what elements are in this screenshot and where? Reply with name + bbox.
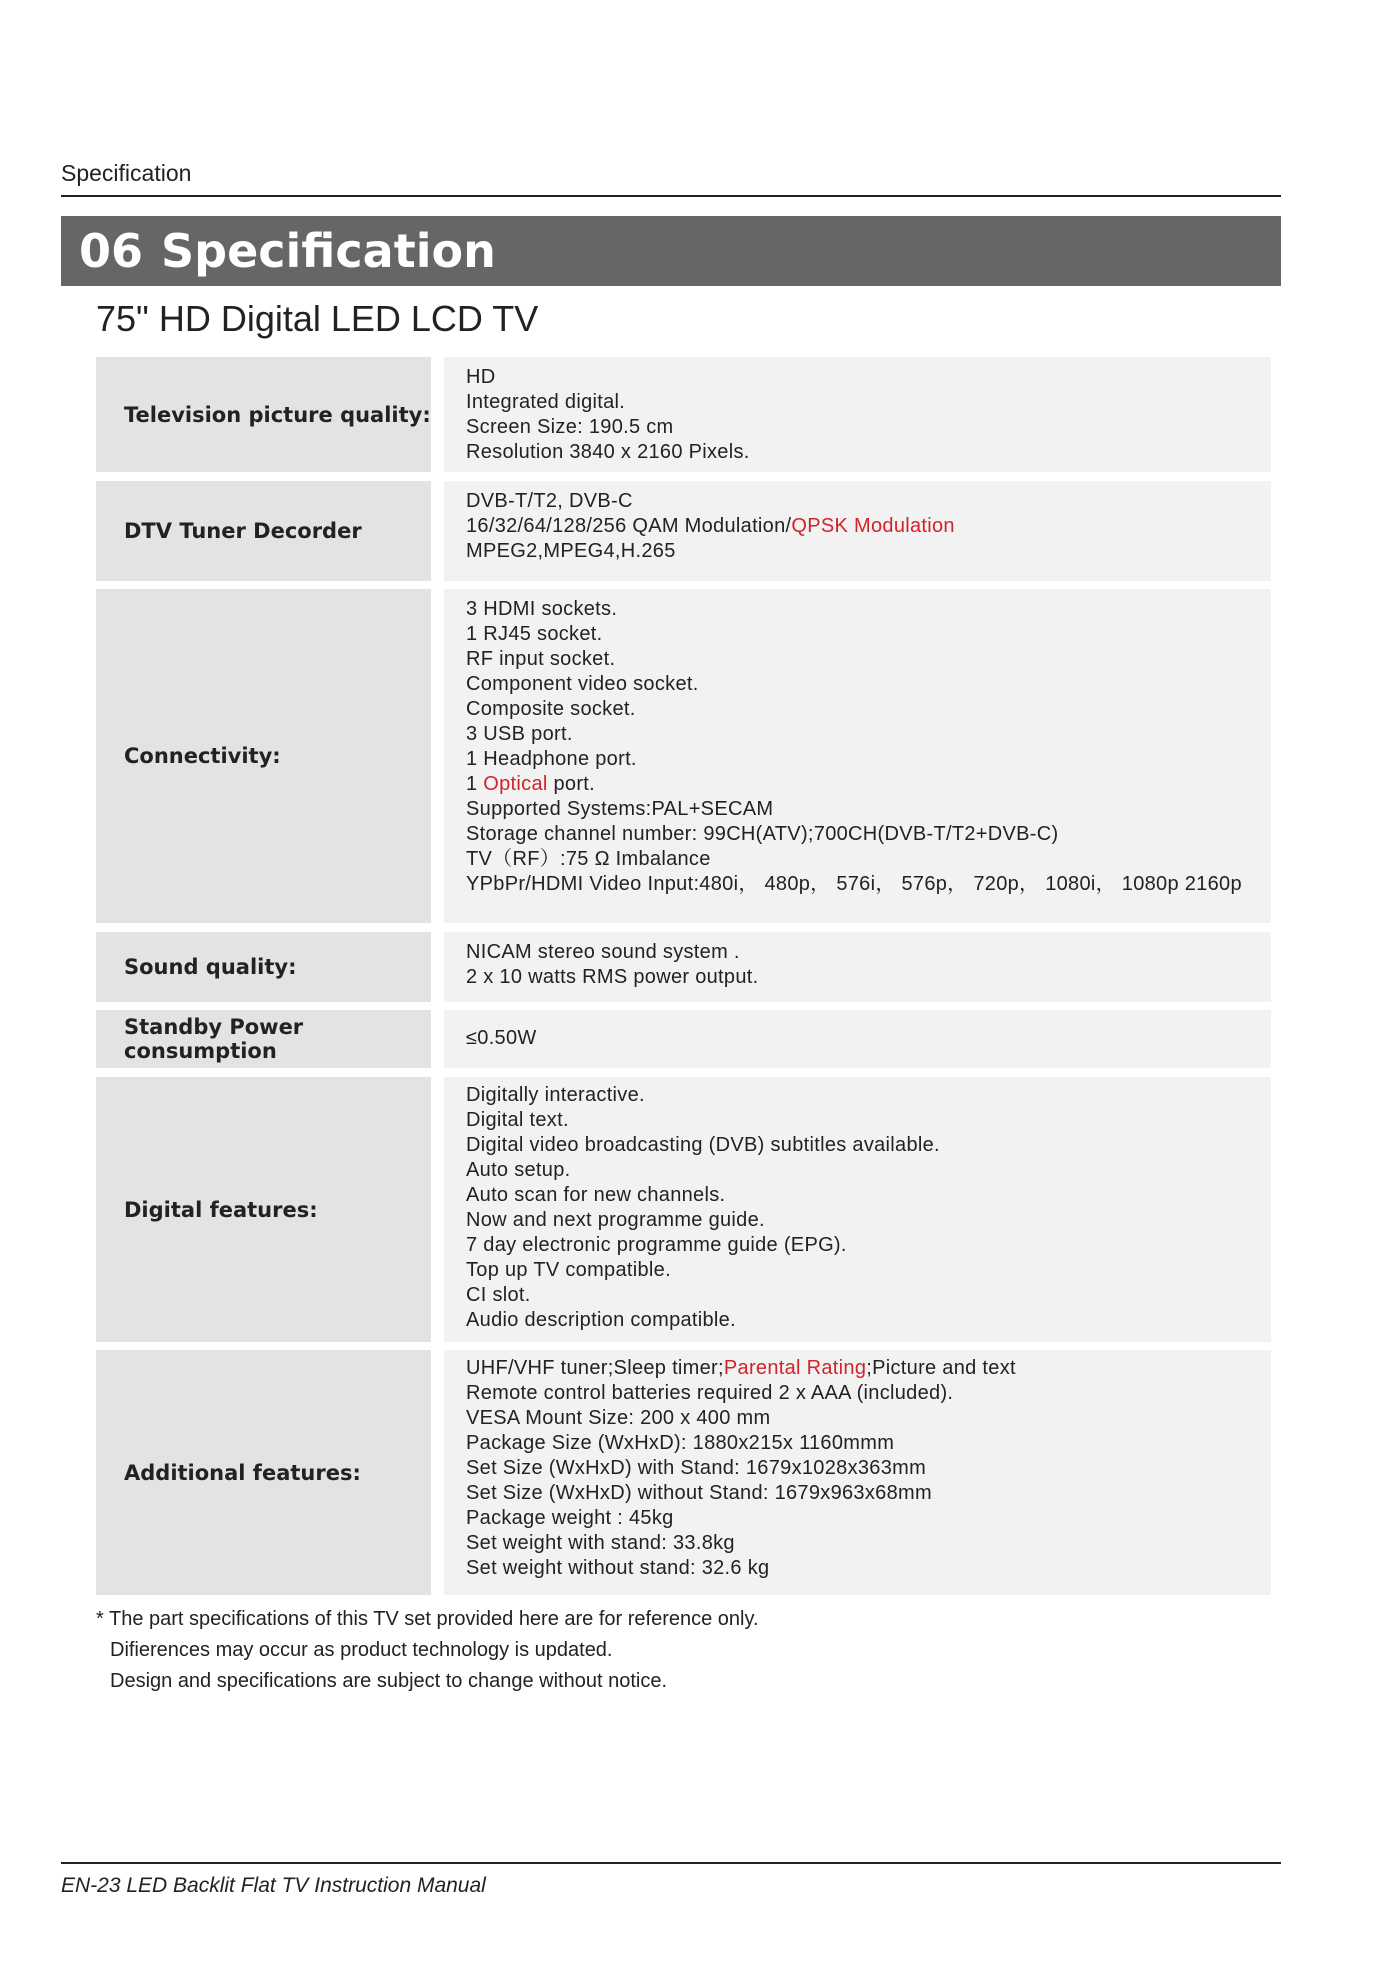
spec-value-text: 1 — [466, 773, 484, 795]
spec-value-text: Digitally interactive. — [466, 1084, 645, 1106]
spec-value-text: 3 HDMI sockets. — [466, 598, 618, 620]
spec-row-picture-quality — [96, 357, 1271, 472]
spec-value-text: Supported Systems:PAL+SECAM — [466, 798, 774, 820]
spec-value-line — [466, 1531, 1271, 1556]
spec-value-line — [466, 772, 1271, 797]
spec-value — [444, 357, 1271, 472]
spec-value-highlight: Parental Rating — [723, 1357, 867, 1379]
spec-value-line — [466, 797, 1271, 822]
spec-label: Sound quality: — [96, 932, 431, 1002]
spec-value-text: YPbPr/HDMI Video Input:480i， 480p， 576i， 576p， 720p， 1080i， 1080p 2160p — [466, 873, 1242, 895]
spec-value-line — [466, 1026, 1271, 1051]
page-footer: EN-23 LED Backlit Flat TV Instruction Manual — [61, 1874, 486, 1897]
spec-value — [444, 1010, 1271, 1068]
spec-value-line — [466, 1406, 1271, 1431]
section-number: 06 — [79, 224, 144, 278]
spec-value-line — [466, 365, 1271, 390]
spec-value-line — [466, 847, 1271, 872]
spec-value — [444, 589, 1271, 923]
spec-value-text: ≤0.50W — [466, 1027, 537, 1049]
spec-value-text: Set Size (WxHxD) without Stand: 1679x963x68mm — [466, 1482, 932, 1504]
spec-value-line — [466, 697, 1271, 722]
spec-value-text: ;Picture and text — [866, 1357, 1016, 1379]
spec-value-line — [466, 1233, 1271, 1258]
spec-value-text: Auto scan for new channels. — [466, 1184, 726, 1206]
spec-row-digital-features — [96, 1077, 1271, 1342]
spec-value-line — [466, 1381, 1271, 1406]
spec-value-line — [466, 822, 1271, 847]
spec-value-line — [466, 440, 1271, 465]
spec-value-text: Storage channel number: 99CH(ATV);700CH(DVB-T/T2+DVB-C) — [466, 823, 1059, 845]
spec-value-line — [466, 1556, 1271, 1581]
spec-value-text: DVB-T/T2, DVB-C — [466, 490, 633, 512]
spec-value-text: port. — [547, 773, 596, 795]
spec-value-text: Package Size (WxHxD): 1880x215x 1160mmm — [466, 1432, 895, 1454]
header-rule — [61, 195, 1281, 197]
spec-value-text: NICAM stereo sound system . — [466, 941, 740, 963]
spec-value — [444, 1350, 1271, 1595]
spec-label: Connectivity: — [96, 589, 431, 923]
spec-value-text: RF input socket. — [466, 648, 616, 670]
spec-value-line — [466, 747, 1271, 772]
spec-value-line — [466, 539, 1271, 564]
spec-value-text: Resolution 3840 x 2160 Pixels. — [466, 441, 750, 463]
spec-value-text: Set Size (WxHxD) with Stand: 1679x1028x363mm — [466, 1457, 927, 1479]
footnote — [96, 1604, 759, 1697]
spec-value-text: VESA Mount Size: 200 x 400 mm — [466, 1407, 771, 1429]
spec-value-line — [466, 722, 1271, 747]
spec-value-line — [466, 647, 1271, 672]
spec-value-line — [466, 1481, 1271, 1506]
spec-value-text: Now and next programme guide. — [466, 1209, 765, 1231]
model-title: 75" HD Digital LED LCD TV — [96, 298, 539, 339]
spec-value-text: Top up TV compatible. — [466, 1259, 671, 1281]
spec-value-line — [466, 597, 1271, 622]
spec-value-line — [466, 1258, 1271, 1283]
spec-label: Additional features: — [96, 1350, 431, 1595]
spec-value-line — [466, 872, 1271, 897]
section-title: Specification — [161, 224, 496, 278]
spec-value-line — [466, 390, 1271, 415]
spec-value — [444, 481, 1271, 581]
running-head: Specification — [61, 160, 192, 186]
spec-value-text: Screen Size: 190.5 cm — [466, 416, 674, 438]
spec-value-line — [466, 1308, 1271, 1333]
spec-value-line — [466, 1356, 1271, 1381]
spec-row-standby-power — [96, 1010, 1271, 1068]
spec-value-line — [466, 1506, 1271, 1531]
spec-row-connectivity — [96, 589, 1271, 923]
spec-row-additional-features — [96, 1350, 1271, 1595]
spec-value-text: UHF/VHF tuner;Sleep timer; — [466, 1357, 724, 1379]
spec-value-line — [466, 1283, 1271, 1308]
spec-value-line — [466, 1456, 1271, 1481]
footnote-line: * The part specifications of this TV set provided here are for reference only. — [96, 1608, 759, 1630]
spec-value-text: 1 Headphone port. — [466, 748, 637, 770]
spec-value-text: Digital video broadcasting (DVB) subtitles available. — [466, 1134, 940, 1156]
spec-value-line — [466, 489, 1271, 514]
spec-value-text: MPEG2,MPEG4,H.265 — [466, 540, 676, 562]
spec-value-text: Set weight without stand: 32.6 kg — [466, 1557, 770, 1579]
spec-value-text: Digital text. — [466, 1109, 569, 1131]
spec-value-text: Remote control batteries required 2 x AAA (included). — [466, 1382, 954, 1404]
spec-value-text: 7 day electronic programme guide (EPG). — [466, 1234, 847, 1256]
spec-value-line — [466, 1133, 1271, 1158]
spec-value-line — [466, 622, 1271, 647]
spec-value-highlight: QPSK Modulation — [791, 515, 955, 537]
spec-label: Television picture quality: — [96, 357, 431, 472]
spec-value-text: Composite socket. — [466, 698, 636, 720]
footnote-line: Design and specifications are subject to change without notice. — [110, 1670, 668, 1692]
spec-value-line — [466, 1208, 1271, 1233]
spec-value-line — [466, 415, 1271, 440]
spec-value-line — [466, 940, 1271, 965]
spec-value-text: 1 RJ45 socket. — [466, 623, 603, 645]
footer-rule — [61, 1862, 1281, 1864]
section-title-bar — [61, 216, 1281, 286]
spec-value-text: Component video socket. — [466, 673, 699, 695]
spec-label: Digital features: — [96, 1077, 431, 1342]
spec-value-text: CI slot. — [466, 1284, 531, 1306]
spec-value-text: HD — [466, 366, 496, 388]
spec-value-line — [466, 514, 1271, 539]
footnote-line: Diﬁerences may occur as product technology is updated. — [110, 1639, 613, 1661]
spec-value-text: Integrated digital. — [466, 391, 626, 413]
spec-value-text: Audio description compatible. — [466, 1309, 736, 1331]
spec-value-text: Package weight : 45kg — [466, 1507, 674, 1529]
spec-value-line — [466, 1183, 1271, 1208]
spec-value — [444, 1077, 1271, 1342]
spec-label: DTV Tuner Decorder — [96, 481, 431, 581]
spec-value-line — [466, 965, 1271, 990]
spec-value-line — [466, 1158, 1271, 1183]
spec-value-line — [466, 1108, 1271, 1133]
spec-value-text: 16/32/64/128/256 QAM Modulation/ — [466, 515, 792, 537]
spec-value-line — [466, 1083, 1271, 1108]
spec-value-text: 3 USB port. — [466, 723, 573, 745]
spec-row-sound-quality — [96, 932, 1271, 1002]
spec-value-text: 2 x 10 watts RMS power output. — [466, 966, 759, 988]
spec-value-line — [466, 672, 1271, 697]
spec-value-text: Set weight with stand: 33.8kg — [466, 1532, 735, 1554]
spec-row-dtv-tuner — [96, 481, 1271, 581]
spec-value-text: Auto setup. — [466, 1159, 571, 1181]
spec-value-highlight: Optical — [483, 773, 548, 795]
spec-value — [444, 932, 1271, 1002]
spec-value-text: TV（RF）:75 Ω Imbalance — [466, 848, 711, 870]
spec-value-line — [466, 1431, 1271, 1456]
spec-label: Standby Power consumption — [96, 1010, 431, 1068]
